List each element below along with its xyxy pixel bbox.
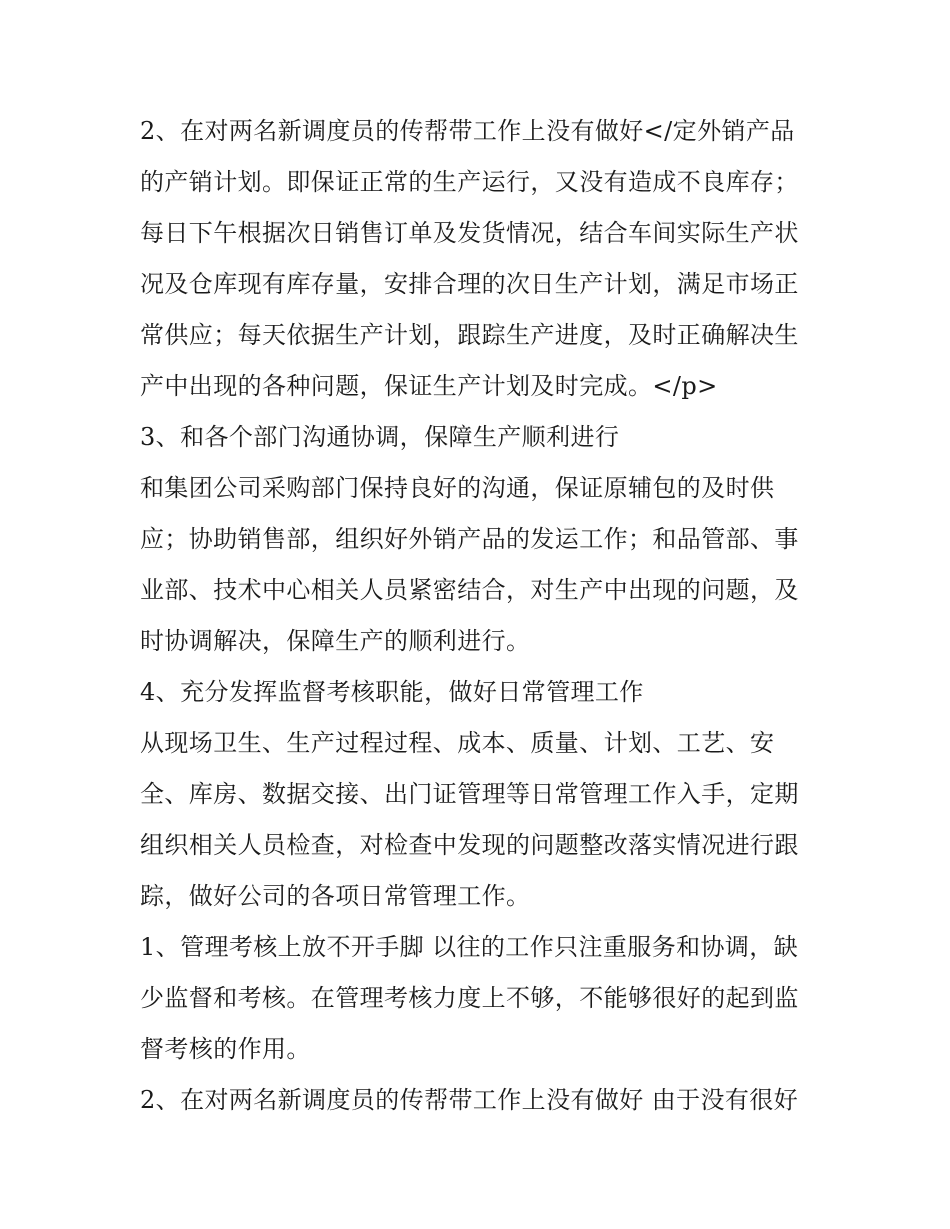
text-line: 督考核的作用。 (140, 1035, 311, 1063)
text-line: 从现场卫生、生产过程过程、成本、质量、计划、工艺、安 (140, 729, 775, 757)
text-line: 2、在对两名新调度员的传帮带工作上没有做好</定外销产品 (140, 117, 795, 145)
text-line: 况及仓库现有库存量，安排合理的次日生产计划，满足市场正 (140, 270, 799, 298)
text-line: 产中出现的各种问题，保证生产计划及时完成。</p> (140, 372, 718, 400)
text-line: 业部、技术中心相关人员紧密结合，对生产中出现的问题，及 (140, 576, 799, 604)
text-line: 常供应；每天依据生产计划，跟踪生产进度，及时正确解决生 (140, 321, 799, 349)
text-line: 1、管理考核上放不开手脚 以往的工作只注重服务和协调，缺 (140, 933, 799, 961)
text-line: 和集团公司采购部门保持良好的沟通，保证原辅包的及时供 (140, 474, 775, 502)
text-line: 的产销计划。即保证正常的生产运行，又没有造成不良库存； (140, 168, 799, 196)
section-heading: 3、和各个部门沟通协调，保障生产顺利进行 (140, 423, 620, 451)
text-line: 时协调解决，保障生产的顺利进行。 (140, 627, 531, 655)
text-line: 每日下午根据次日销售订单及发货情况，结合车间实际生产状 (140, 219, 799, 247)
text-line: 全、库房、数据交接、出门证管理等日常管理工作入手，定期 (140, 780, 799, 808)
text-line: 应；协助销售部，组织好外销产品的发运工作；和品管部、事 (140, 525, 799, 553)
document-page (140, 106, 830, 1126)
text-line: 2、在对两名新调度员的传帮带工作上没有做好 由于没有很好 (140, 1086, 799, 1114)
text-line: 组织相关人员检查，对检查中发现的问题整改落实情况进行跟 (140, 831, 799, 859)
section-heading: 4、充分发挥监督考核职能，做好日常管理工作 (140, 678, 644, 706)
text-line: 踪，做好公司的各项日常管理工作。 (140, 882, 531, 910)
text-line: 少监督和考核。在管理考核力度上不够，不能够很好的起到监 (140, 984, 799, 1012)
